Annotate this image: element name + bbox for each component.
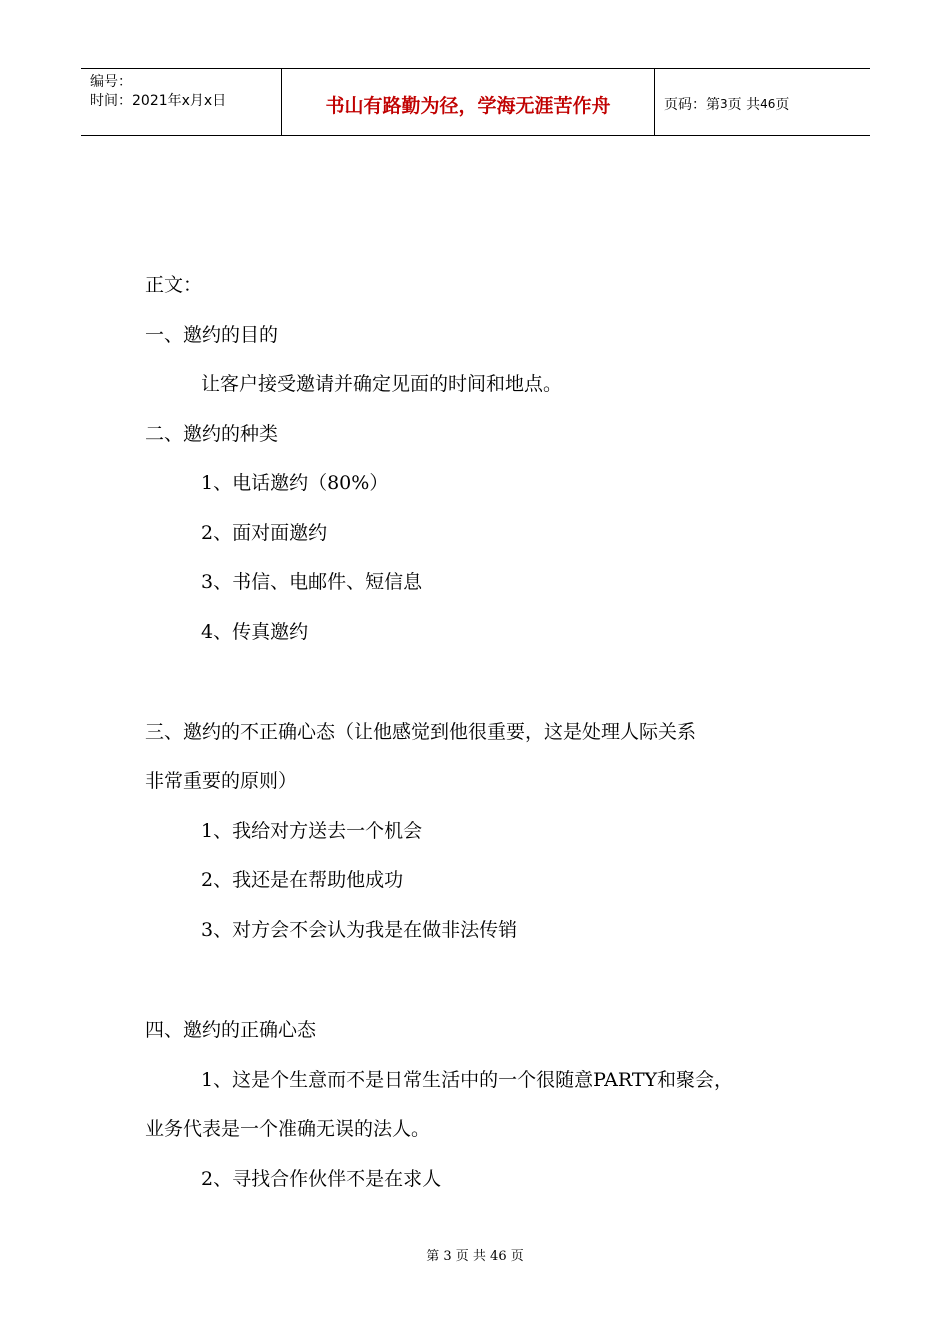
section-heading-4: 四、邀约的正确心态 — [145, 1019, 317, 1041]
section-intro: 正文： — [145, 274, 203, 296]
number-label: 编号： — [90, 74, 132, 90]
list-item: 2、面对面邀约 — [201, 522, 328, 544]
list-item: 3、书信、电邮件、短信息 — [201, 571, 423, 593]
section-heading-3-cont: 非常重要的原则） — [145, 770, 298, 792]
section-heading-2: 二、邀约的种类 — [145, 423, 279, 445]
page-total: 46 — [760, 97, 776, 111]
page-prefix: 页码：第 — [664, 97, 720, 113]
list-item: 3、对方会不会认为我是在做非法传销 — [201, 919, 518, 941]
page-mid: 页 共 — [727, 97, 761, 113]
page-header — [81, 68, 870, 136]
list-item: 1、电话邀约（80%） — [201, 472, 389, 494]
list-item: 1、我给对方送去一个机会 — [201, 820, 423, 842]
time-label: 时间：2021年x月x日 — [90, 93, 227, 109]
page-footer: 第 3 页 共 46 页 — [426, 1249, 524, 1264]
page-current: 3 — [720, 97, 728, 111]
section-heading-3: 三、邀约的不正确心态（让他感觉到他很重要，这是处理人际关系 — [145, 721, 697, 743]
list-item: 1、这是个生意而不是日常生活中的一个很随意PARTY和聚会， — [201, 1069, 734, 1091]
header-motto: 书山有路勤为径，学海无涯苦作舟 — [282, 69, 655, 135]
header-meta — [81, 69, 282, 135]
list-item: 4、传真邀约 — [201, 621, 309, 643]
section-heading-1: 一、邀约的目的 — [145, 324, 279, 346]
list-item: 2、我还是在帮助他成功 — [201, 869, 404, 891]
list-item-cont: 业务代表是一个准确无误的法人。 — [145, 1118, 431, 1140]
paragraph: 让客户接受邀请并确定见面的时间和地点。 — [201, 373, 563, 395]
header-page-info — [655, 69, 870, 135]
list-item: 2、寻找合作伙伴不是在求人 — [201, 1168, 442, 1190]
page-suffix: 页 — [775, 97, 790, 113]
